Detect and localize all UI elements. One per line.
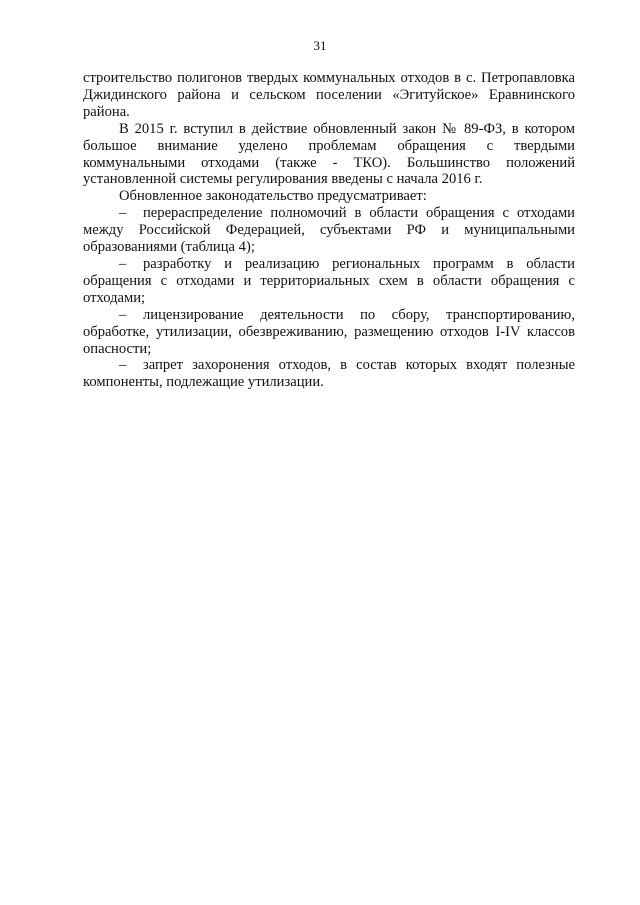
- list-marker: –: [119, 205, 127, 222]
- paragraph-legislation-intro: Обновленное законодательство предусматривает:: [119, 188, 427, 205]
- list-item: [83, 256, 575, 307]
- paragraph-landfill-construction: строительство полигонов твердых коммунальных отходов в с. Петропавловка Джидинского района и сельском поселении «Эгитуйское» Еравнинского района.: [83, 70, 575, 120]
- list-marker: –: [119, 357, 127, 374]
- list-marker: –: [119, 306, 127, 323]
- list-item: [83, 205, 575, 256]
- list-item: [83, 307, 575, 358]
- list-item: [83, 357, 575, 391]
- list-item-text: лицензирование деятельности по сбору, транспортированию, обработке, утилизации, обезвреживанию, размещению отходов I-IV классов опасности;: [83, 306, 575, 357]
- document-body: [83, 70, 575, 391]
- list-marker: –: [119, 255, 127, 272]
- list-item-text: разработку и реализацию региональных программ в области обращения с отходами и территориальных схем в области обращения с отходами;: [83, 255, 575, 306]
- paragraph-law-89fz: В 2015 г. вступил в действие обновленный закон № 89-ФЗ, в котором большое внимание уделено проблемам обращения с твердыми коммунальными отходами (также - ТКО). Большинство положений установленной системы регулирования введены с начала 2016 г.: [83, 120, 575, 188]
- page-number: 31: [313, 38, 327, 53]
- list-item-text: перераспределение полномочий в области обращения с отходами между Российской Федерацией, субъектами РФ и муниципальными образованиями (таблица 4);: [83, 205, 575, 256]
- list-item-text: запрет захоронения отходов, в состав которых входят полезные компоненты, подлежащие утилизации.: [83, 357, 575, 391]
